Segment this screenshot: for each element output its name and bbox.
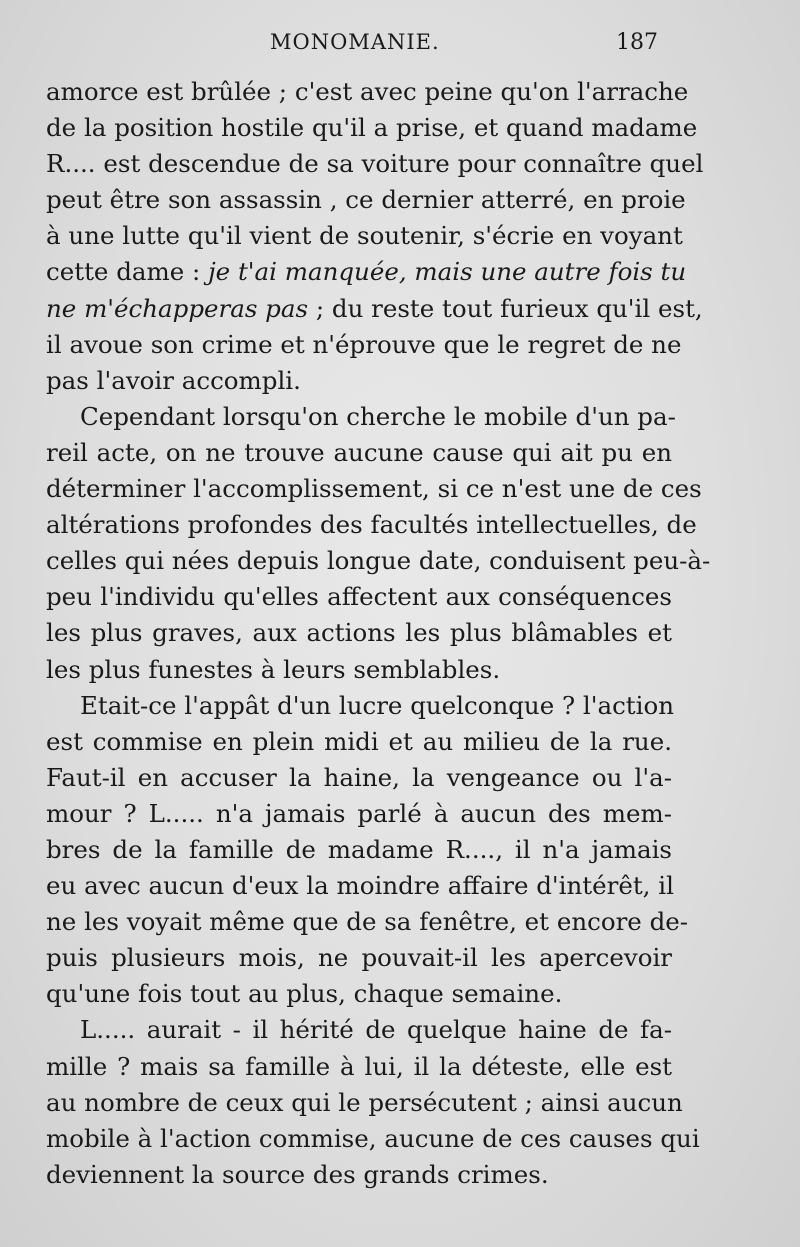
text-line: amorce est brûlée ; c'est avec peine qu'on l'arrache bbox=[46, 77, 689, 106]
text-line: Cependant lorsqu'on cherche le mobile d'un pa- bbox=[80, 401, 676, 431]
text-line: peu l'individu qu'elles affectent aux conséquences bbox=[46, 582, 672, 612]
quoted-speech: ne m'échapperas pas bbox=[46, 293, 309, 323]
text-line: deviennent la source des grands crimes. bbox=[46, 1159, 549, 1189]
text-line bbox=[46, 254, 687, 290]
text-line: les plus funestes à leurs semblables. bbox=[46, 654, 501, 684]
text-line: L..... aurait - il hérité de quelque haine de fa- bbox=[80, 1015, 672, 1045]
text-line: mobile à l'action commise, aucune de ces causes qui bbox=[46, 1123, 700, 1153]
text-line: déterminer l'accomplissement, si ce n'est une de ces bbox=[46, 474, 702, 504]
text-line: les plus graves, aux actions les plus blâmables et bbox=[46, 618, 672, 648]
text-line: celles qui nées depuis longue date, conduisent peu-à- bbox=[46, 546, 711, 576]
text-line: au nombre de ceux qui le persécutent ; ainsi aucun bbox=[46, 1087, 683, 1117]
text-line: à une lutte qu'il vient de soutenir, s'écrie en voyant bbox=[46, 221, 683, 251]
text-line: Faut-il en accuser la haine, la vengeance ou l'a- bbox=[46, 762, 672, 792]
text-line: peut être son assassin , ce dernier atterré, en proie bbox=[46, 185, 686, 215]
text-line: altérations profondes des facultés intellectuelles, de bbox=[46, 510, 697, 540]
text-line: mour ? L..... n'a jamais parlé à aucun des mem- bbox=[46, 798, 672, 828]
text-line bbox=[46, 291, 703, 327]
text-line: est commise en plein midi et au milieu de la rue. bbox=[46, 726, 672, 756]
text-line: eu avec aucun d'eux la moindre affaire d'intérêt, il bbox=[46, 871, 674, 901]
text-line: reil acte, on ne trouve aucune cause qui ait pu en bbox=[46, 437, 672, 467]
page-number: 187 bbox=[616, 30, 658, 55]
text-line: mille ? mais sa famille à lui, il la déteste, elle est bbox=[46, 1051, 672, 1081]
running-title: MONOMANIE. bbox=[270, 30, 440, 54]
text-line: Etait-ce l'appât d'un lucre quelconque ? l'action bbox=[80, 690, 675, 720]
text-line: qu'une fois tout au plus, chaque semaine. bbox=[46, 979, 563, 1009]
text-line: ne les voyait même que de sa fenêtre, et encore de- bbox=[46, 907, 689, 937]
text-line: pas l'avoir accompli. bbox=[46, 365, 301, 395]
page-header bbox=[48, 30, 658, 64]
text-line: bres de la famille de madame R...., il n'a jamais bbox=[46, 834, 672, 864]
text-span: ; du reste tout furieux qu'il est, bbox=[308, 293, 703, 323]
text-span: cette dame : bbox=[46, 257, 209, 287]
text-line: de la position hostile qu'il a prise, et quand madame bbox=[46, 113, 698, 143]
text-line: puis plusieurs mois, ne pouvait-il les apercevoir bbox=[46, 943, 672, 973]
text-line: R.... est descendue de sa voiture pour connaître quel bbox=[46, 149, 704, 179]
text-line: il avoue son crime et n'éprouve que le regret de ne bbox=[46, 329, 682, 359]
quoted-speech: je t'ai manquée, mais une autre fois tu bbox=[208, 257, 687, 287]
body-text bbox=[46, 74, 711, 1193]
